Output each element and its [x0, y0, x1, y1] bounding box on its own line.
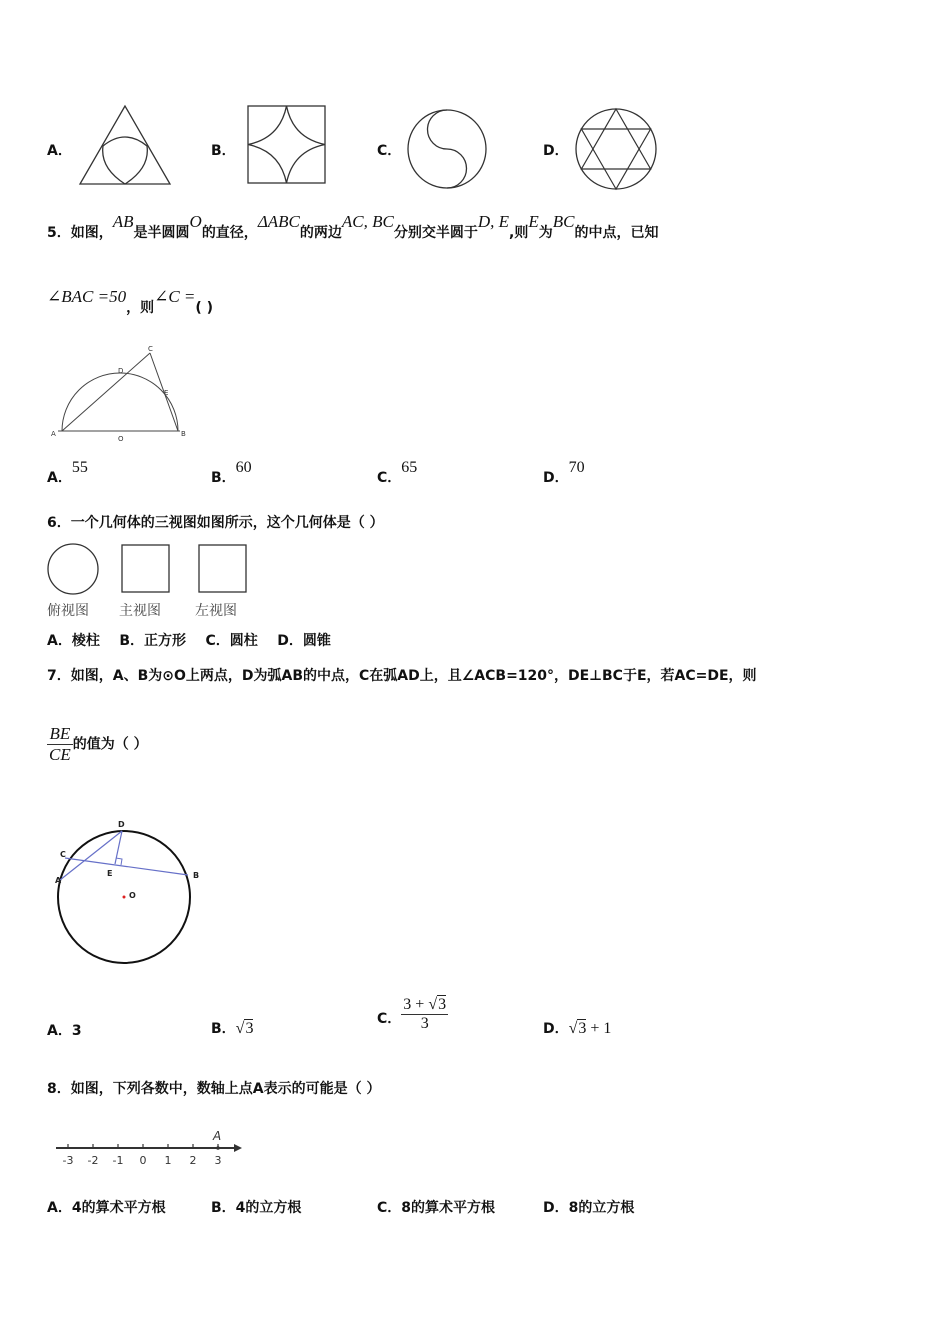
- q8-option-b-text: 4的立方根: [235, 1200, 302, 1216]
- q4-figure-b: [247, 105, 327, 185]
- q7-stem: 7．如图，A、B为⊙O上两点，D为弧AB的中点，C在弧AD上，且∠ACB=120°，DE⊥BC于E，若AC=DE，则: [47, 668, 757, 684]
- q5-text: 是半圆圆: [133, 225, 190, 241]
- q7-option-b-radicand: 3: [245, 1020, 254, 1037]
- q5-math-de: D, E: [477, 212, 510, 231]
- q7-label-a: A: [55, 876, 62, 885]
- q7-fraction: [47, 724, 73, 765]
- q5-option-c-value: 65: [401, 459, 418, 476]
- q5-option-b-value: 60: [235, 459, 252, 476]
- q7-option-c[interactable]: [377, 996, 448, 1033]
- q5-option-a-label: A．: [47, 470, 72, 486]
- q6-three-views: [45, 542, 250, 620]
- q5-label-o: O: [118, 435, 124, 443]
- q5-option-c[interactable]: [377, 459, 418, 487]
- q5-label-b: B: [181, 430, 186, 438]
- q4-option-b-label: B．: [211, 143, 236, 159]
- q5-label-c: C: [148, 345, 153, 353]
- q7-fraction-denominator: CE: [49, 745, 71, 764]
- q5-option-c-label: C．: [377, 470, 402, 486]
- q5-option-b-label: B．: [211, 470, 236, 486]
- q7-label-c: C: [60, 850, 66, 859]
- q8-option-c-label: C．: [377, 1200, 402, 1216]
- q5-math-e: E: [528, 212, 539, 231]
- q6-view-label-side: 左视图: [195, 603, 237, 619]
- q7-option-c-num-a: 3 +: [403, 996, 429, 1013]
- q7-option-a-value: 3: [71, 1023, 82, 1039]
- q5-math-c: ∠C =: [154, 287, 196, 306]
- q8-tick-label: 2: [189, 1154, 197, 1167]
- q5-option-a[interactable]: [47, 459, 88, 487]
- q7-option-c-num-radicand: 3: [438, 996, 447, 1013]
- q5-text: ，则: [126, 300, 155, 316]
- q5-math-o: O: [189, 212, 202, 231]
- q8-tick-label: 3: [214, 1154, 222, 1167]
- q4-option-a-label: A．: [47, 143, 72, 159]
- q5-text: 的直径，: [201, 225, 258, 241]
- q5-stem-line1: [47, 212, 659, 242]
- q5-figure: [48, 343, 193, 443]
- q5-math-abc: ΔABC: [257, 212, 300, 231]
- q5-stem-line2: [47, 287, 214, 317]
- q7-stem-line2: [47, 724, 148, 765]
- q5-math-bc: BC: [552, 212, 575, 231]
- q8-option-d[interactable]: [543, 1197, 634, 1217]
- q5-text: 的中点，已知: [574, 225, 659, 241]
- q7-tail: 的值为（ ）: [72, 736, 148, 753]
- q7-option-c-den: 3: [420, 1015, 429, 1032]
- q8-tick-label: -2: [87, 1154, 99, 1167]
- q5-text: 为: [538, 225, 553, 241]
- q7-option-d-label: D．: [543, 1021, 569, 1037]
- q7-option-b[interactable]: B．√3: [211, 1020, 254, 1037]
- q8-number-line: [52, 1128, 262, 1174]
- q8-option-d-label: D．: [543, 1200, 569, 1216]
- q7-label-d: D: [118, 820, 125, 829]
- q8-point-label: A: [213, 1129, 222, 1143]
- q8-option-c[interactable]: [377, 1197, 495, 1217]
- q4-figure-a: [78, 104, 174, 188]
- q6-stem: 6．一个几何体的三视图如图所示，这个几何体是（ ）: [47, 515, 384, 531]
- q7-option-d-plus: + 1: [586, 1020, 612, 1037]
- q5-label-a: A: [51, 430, 56, 438]
- q4-figure-d: [574, 107, 658, 191]
- q7-figure: [44, 817, 214, 967]
- q8-tick-label: 1: [164, 1154, 172, 1167]
- q8-option-a-label: A．: [47, 1200, 72, 1216]
- q7-option-d-radicand: 3: [578, 1020, 587, 1037]
- q4-figure-c: [406, 108, 488, 190]
- q7-option-a-label: A．: [47, 1023, 72, 1039]
- q5-number: 5．: [47, 225, 71, 241]
- q5-option-a-value: 55: [71, 459, 88, 476]
- q5-option-d-value: 70: [568, 459, 585, 476]
- q7-option-d[interactable]: D．√3 + 1: [543, 1020, 612, 1037]
- q8-option-b-label: B．: [211, 1200, 236, 1216]
- q7-fraction-numerator: BE: [47, 724, 73, 745]
- q7-label-o: O: [129, 891, 136, 900]
- q8-option-a[interactable]: [47, 1197, 166, 1217]
- q5-option-d-label: D．: [543, 470, 569, 486]
- q5-text: 的两边: [299, 225, 342, 241]
- q8-tick-label: 0: [139, 1154, 147, 1167]
- q6-view-label-top: 俯视图: [47, 603, 89, 619]
- q8-tick-label: -1: [112, 1154, 124, 1167]
- q6-options[interactable]: A．棱柱 B．正方形 C．圆柱 D．圆锥: [47, 633, 331, 649]
- q5-text: ( ): [195, 300, 214, 316]
- q7-option-c-label: C．: [377, 1010, 402, 1027]
- q5-math-angle: ∠BAC =50: [47, 287, 127, 306]
- q4-option-c-label: C．: [377, 143, 402, 159]
- q8-option-b[interactable]: [211, 1197, 301, 1217]
- q5-option-d[interactable]: [543, 459, 585, 487]
- q6-view-label-front: 主视图: [119, 603, 161, 619]
- q7-option-a[interactable]: [47, 1020, 82, 1040]
- q5-label-d: D: [118, 367, 124, 375]
- q5-text: 分别交半圆于: [393, 225, 478, 241]
- q5-text: ,则: [509, 225, 529, 241]
- q4-option-d-label: D．: [543, 143, 569, 159]
- q7-label-b: B: [193, 871, 200, 880]
- q5-label-e: E: [164, 389, 169, 397]
- q5-text: 如图，: [70, 225, 113, 241]
- q5-math-ab: AB: [112, 212, 134, 231]
- q7-option-c-fraction: $\frac{3 + √3}{3}$: [403, 996, 447, 1032]
- q8-stem: 8．如图，下列各数中，数轴上点A表示的可能是（ ）: [47, 1081, 381, 1097]
- q5-option-b[interactable]: [211, 459, 252, 487]
- q8-option-d-text: 8的立方根: [568, 1200, 635, 1216]
- q8-option-c-text: 8的算术平方根: [401, 1200, 496, 1216]
- q7-label-e: E: [107, 869, 113, 878]
- q7-option-b-label: B．: [211, 1021, 236, 1037]
- q8-option-a-text: 4的算术平方根: [71, 1200, 166, 1216]
- q5-math-acbc: AC, BC: [341, 212, 394, 231]
- q8-tick-label: -3: [62, 1154, 74, 1167]
